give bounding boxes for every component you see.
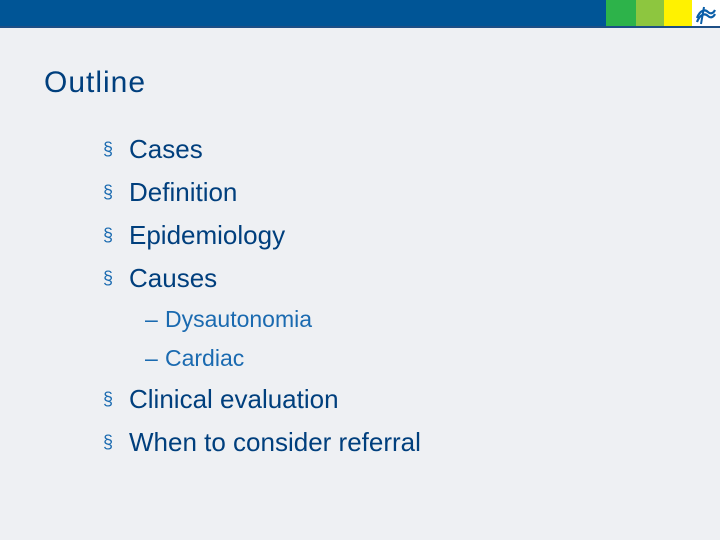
list-item [103, 214, 421, 257]
list-item-label: Clinical evaluation [129, 384, 339, 414]
header-divider [0, 26, 720, 28]
list-item [103, 128, 421, 171]
sub-list-item-label: Dysautonomia [165, 306, 313, 332]
bullet-marker: § [103, 268, 114, 288]
bullet-marker: § [103, 432, 114, 452]
bullet-marker: § [103, 225, 114, 245]
list-item-label: Cases [129, 134, 203, 164]
logo [692, 0, 720, 28]
bullet-marker: § [103, 389, 114, 409]
header-accent-lightgreen [636, 0, 664, 28]
bullet-marker: § [103, 182, 114, 202]
header-accent-yellow [664, 0, 692, 28]
list-item-label: When to consider referral [129, 427, 421, 457]
list-item [103, 257, 421, 300]
list-item-label: Causes [129, 263, 218, 293]
sub-list-item-label: Cardiac [165, 345, 245, 371]
header-bar [0, 0, 720, 28]
header-accent-green [606, 0, 636, 28]
list-item [103, 378, 421, 421]
outline-list [103, 128, 421, 464]
sub-list-item [103, 300, 421, 339]
slide-title: Outline [44, 66, 147, 99]
list-item [103, 171, 421, 214]
bullet-marker: § [103, 139, 114, 159]
sub-bullet-marker: – [145, 345, 158, 371]
sub-bullet-marker: – [145, 306, 158, 332]
sub-list-item [103, 339, 421, 378]
list-item-label: Epidemiology [129, 220, 286, 250]
list-item-label: Definition [129, 177, 238, 207]
list-item [103, 421, 421, 464]
flag-wave-icon [692, 0, 720, 28]
